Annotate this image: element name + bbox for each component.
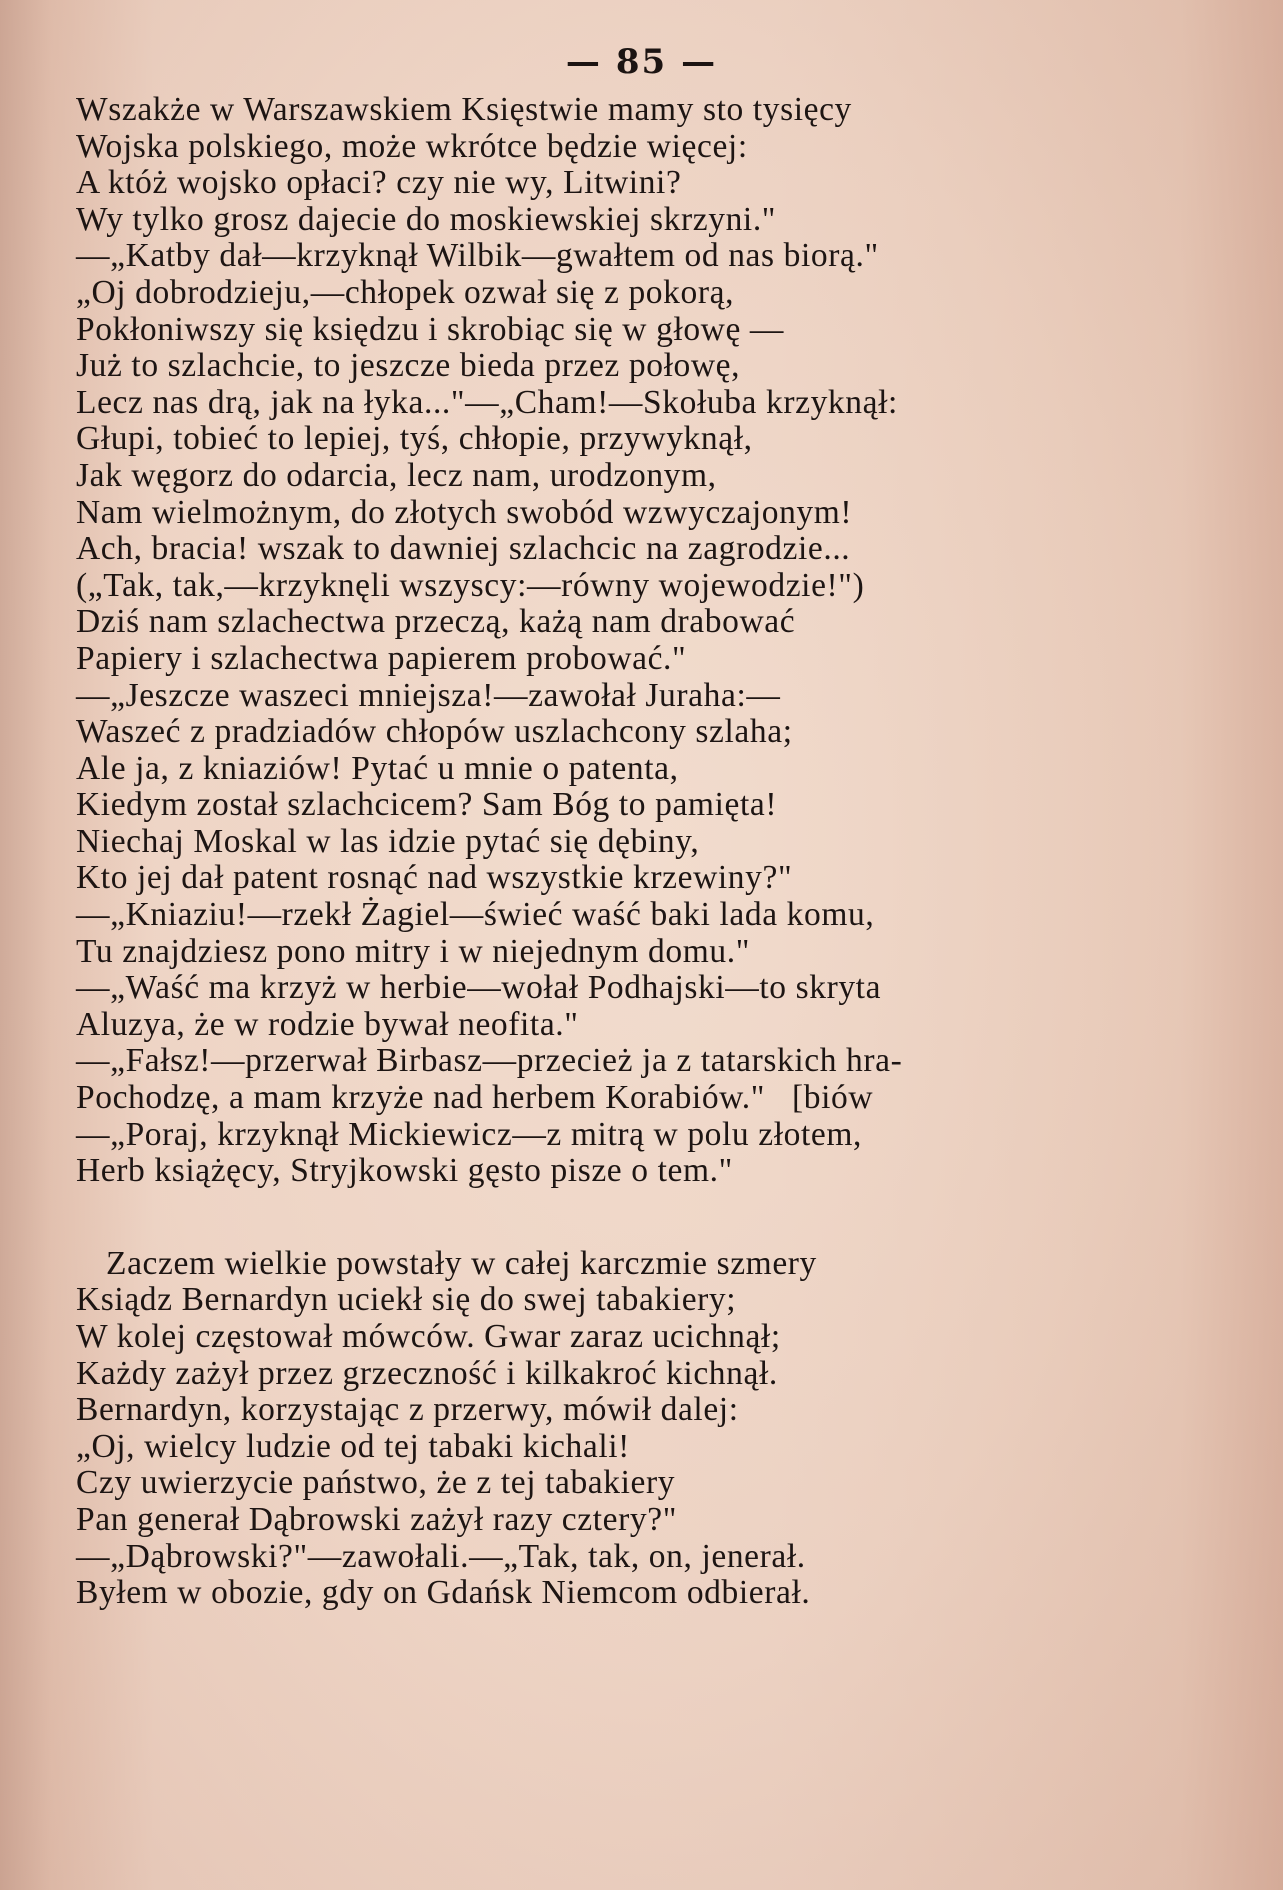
page-number-dash-right: — — [681, 42, 718, 82]
verse-line: „Oj, wielcy ludzie od tej tabaki kichali! — [76, 1427, 630, 1465]
verse-line: Jak węgorz do odarcia, lecz nam, urodzonym, — [76, 456, 717, 494]
verse-line: Byłem w obozie, gdy on Gdańsk Niemcom odbierał. — [76, 1574, 811, 1612]
verse-line: Nam wielmożnym, do złotych swobód wzwyczajonym! — [76, 493, 853, 531]
verse-line: („Tak, tak,—krzyknęli wszyscy:—równy wojewodzie!") — [76, 566, 865, 604]
page-number-dash-left: — — [565, 42, 602, 82]
verse-line: —„Dąbrowski?"—zawołali.—„Tak, tak, on, jenerał. — [76, 1537, 806, 1575]
verse-line: Aluzya, że w rodzie bywał neofita." — [76, 1005, 579, 1043]
verse-line: Papiery i szlachectwa papierem probować." — [76, 639, 687, 677]
verse-line: A któż wojsko opłaci? czy nie wy, Litwini? — [76, 164, 682, 202]
page-number — [0, 42, 1283, 82]
verse-line: Wojska polskiego, może wkrótce będzie więcej: — [76, 127, 748, 165]
verse-line: Czy uwierzycie państwo, że z tej tabakiery — [76, 1464, 676, 1502]
verse-line: Dziś nam szlachectwa przeczą, każą nam drabować — [76, 603, 796, 641]
verse-line: Ale ja, z kniaziów! Pytać u mnie o patenta, — [76, 749, 679, 787]
verse-line: Herb książęcy, Stryjkowski gęsto pisze o tem." — [76, 1152, 733, 1190]
verse-line: Głupi, tobieć to lepiej, tyś, chłopie, przywyknął, — [76, 420, 753, 458]
verse-line: Ksiądz Bernardyn uciekł się do swej tabakiery; — [76, 1281, 737, 1319]
verse-line: Wy tylko grosz dajecie do moskiewskiej skrzyni." — [76, 200, 777, 238]
verse-line: —„Jeszcze waszeci mniejsza!—zawołał Juraha:— — [76, 676, 781, 714]
verse-line: Kiedym został szlachcicem? Sam Bóg to pamięta! — [76, 786, 778, 824]
verse-line: Ach, bracia! wszak to dawniej szlachcic na zagrodzie... — [76, 530, 851, 568]
verse-line: Tu znajdziesz pono mitry i w niejednym domu." — [76, 932, 751, 970]
verse-line: —„Poraj, krzyknął Mickiewicz—z mitrą w polu złotem, — [76, 1115, 862, 1153]
verse-line: —„Waść ma krzyż w herbie—wołał Podhajski—to skryta — [76, 969, 882, 1007]
verse-line: —„Kniaziu!—rzekł Żagiel—świeć waść baki lada komu, — [76, 896, 875, 934]
stanza-2 — [76, 1246, 1206, 1612]
page-number-value: 85 — [615, 42, 668, 82]
verse-line: „Oj dobrodzieju,—chłopek ozwał się z pokorą, — [76, 273, 735, 311]
verse-line: —„Fałsz!—przerwał Birbasz—przecież ja z tatarskich hra- — [76, 1042, 903, 1080]
verse-line: Kto jej dał patent rosnąć nad wszystkie krzewiny?" — [76, 859, 793, 897]
verse-line: Waszeć z pradziadów chłopów uszlachcony szlaha; — [76, 713, 793, 751]
verse-line: Niechaj Moskal w las idzie pytać się dębiny, — [76, 822, 700, 860]
stanza-1 — [76, 92, 1206, 1190]
stanza-break — [76, 1190, 1206, 1246]
verse-line: Lecz nas drą, jak na łyka..."—„Cham!—Skołuba krzyknął: — [76, 383, 898, 421]
poem-text — [76, 92, 1206, 1612]
verse-line: Każdy zażył przez grzeczność i kilkakroć kichnął. — [76, 1354, 778, 1392]
verse-line: Pochodzę, a mam krzyże nad herbem Korabiów." [biów — [76, 1079, 874, 1117]
verse-line: Już to szlachcie, to jeszcze bieda przez połowę, — [76, 347, 741, 385]
verse-line: Wszakże w Warszawskiem Księstwie mamy sto tysięcy — [76, 91, 852, 128]
verse-line: Pokłoniwszy się księdzu i skrobiąc się w głowę — — [76, 310, 785, 348]
verse-line: —„Katby dał—krzyknął Wilbik—gwałtem od nas biorą." — [76, 237, 879, 275]
verse-line: Pan generał Dąbrowski zażył razy cztery?" — [76, 1500, 677, 1538]
verse-line: W kolej częstował mówców. Gwar zaraz ucichnął; — [76, 1318, 781, 1355]
verse-line: Bernardyn, korzystając z przerwy, mówił dalej: — [76, 1391, 739, 1429]
verse-line: Zaczem wielkie powstały w całej karczmie szmery — [106, 1244, 817, 1282]
